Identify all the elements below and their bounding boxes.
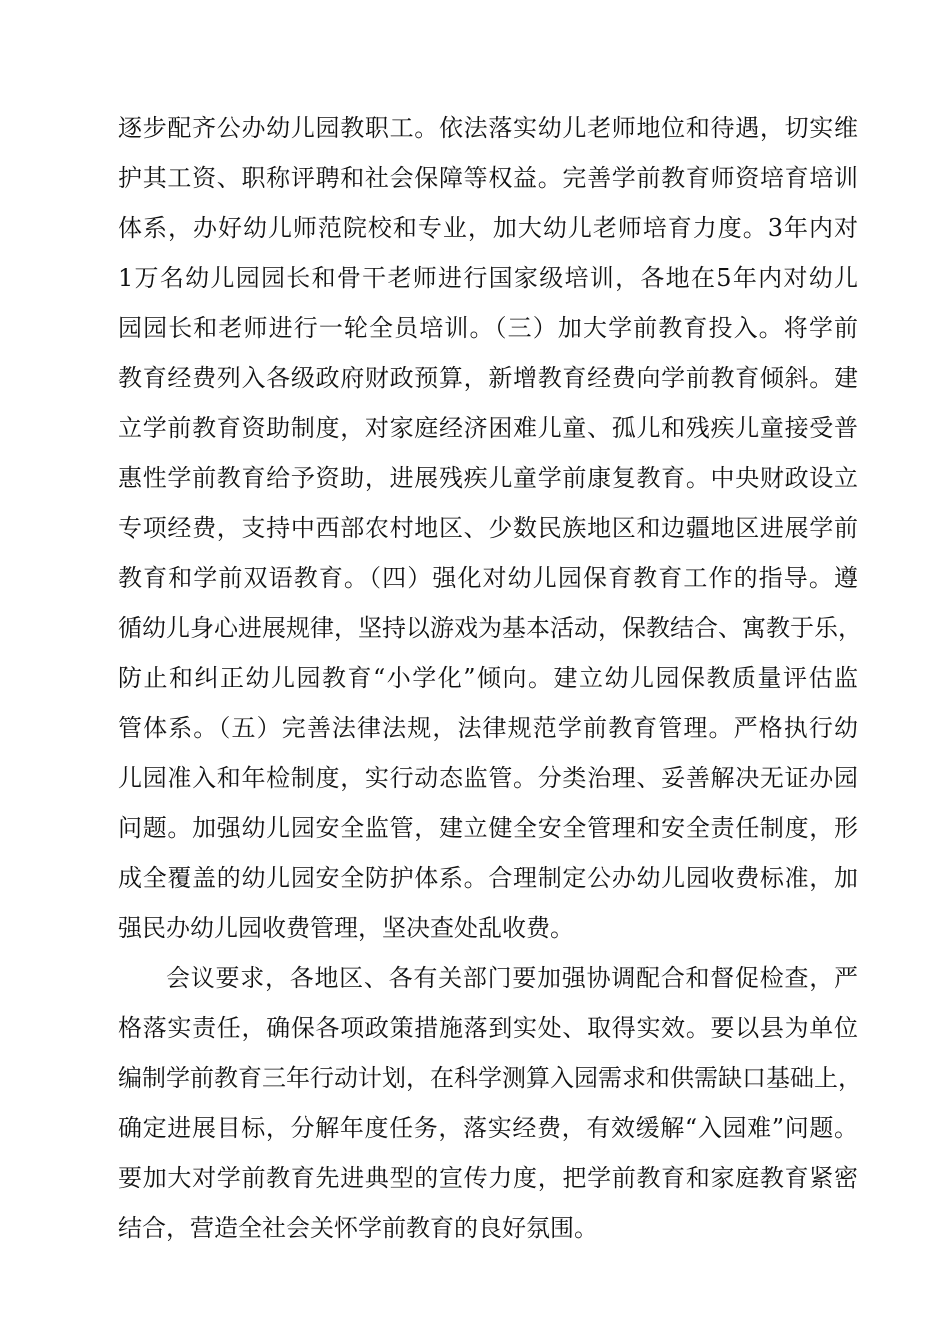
- text-line: 会议要求，各地区、各有关部门要加强协调配合和督促检查，严: [166, 964, 858, 992]
- text-line: 园园长和老师进行一轮全员培训。（三）加大学前教育投入。将学前: [118, 314, 858, 342]
- text-line: 结合，营造全社会关怀学前教育的良好氛围。: [118, 1214, 598, 1242]
- text-line: 惠性学前教育给予资助，进展残疾儿童学前康复教育。中央财政设立: [118, 464, 858, 492]
- text-line: 防止和纠正幼儿园教育“小学化”倾向。建立幼儿园保教质量评估监: [118, 664, 858, 692]
- text-line: 格落实责任，确保各项政策措施落到实处、取得实效。要以县为单位: [118, 1014, 858, 1042]
- text-line: 教育和学前双语教育。（四）强化对幼儿园保育教育工作的指导。遵: [118, 564, 858, 592]
- text-line: 要加大对学前教育先进典型的宣传力度，把学前教育和家庭教育紧密: [118, 1164, 858, 1192]
- text-line: 儿园准入和年检制度，实行动态监管。分类治理、妥善解决无证办园: [118, 764, 858, 792]
- text-line: 逐步配齐公办幼儿园教职工。依法落实幼儿老师地位和待遇，切实维: [118, 114, 858, 142]
- text-line: 1万名幼儿园园长和骨干老师进行国家级培训，各地在5年内对幼儿: [118, 264, 858, 292]
- text-line: 循幼儿身心进展规律，坚持以游戏为基本活动，保教结合、寓教于乐，: [118, 614, 862, 642]
- text-line: 护其工资、职称评聘和社会保障等权益。完善学前教育师资培育培训: [118, 164, 858, 192]
- text-line: 确定进展目标，分解年度任务，落实经费，有效缓解“入园难”问题。: [118, 1114, 858, 1142]
- text-line: 立学前教育资助制度，对家庭经济困难儿童、孤儿和残疾儿童接受普: [118, 414, 858, 442]
- text-line: 问题。加强幼儿园安全监管，建立健全安全管理和安全责任制度，形: [118, 814, 858, 842]
- text-line: 管体系。（五）完善法律法规，法律规范学前教育管理。严格执行幼: [118, 714, 858, 742]
- text-line: 成全覆盖的幼儿园安全防护体系。合理制定公办幼儿园收费标准，加: [118, 864, 858, 892]
- text-line: 编制学前教育三年行动计划，在科学测算入园需求和供需缺口基础上，: [118, 1064, 862, 1092]
- text-line: 专项经费，支持中西部农村地区、少数民族地区和边疆地区进展学前: [118, 514, 858, 542]
- text-line: 强民办幼儿园收费管理，坚决查处乱收费。: [118, 914, 574, 942]
- text-line: 体系，办好幼儿师范院校和专业，加大幼儿老师培育力度。3年内对: [118, 214, 858, 242]
- text-line: 教育经费列入各级政府财政预算，新增教育经费向学前教育倾斜。建: [118, 364, 858, 392]
